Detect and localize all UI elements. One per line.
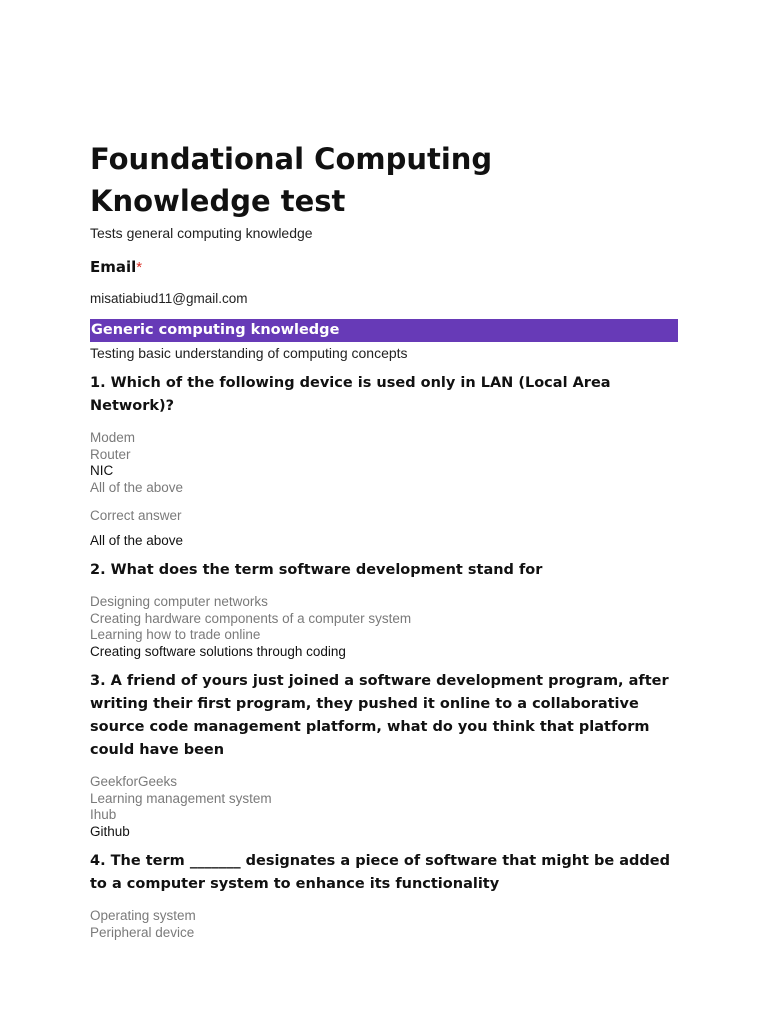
question-3-title: [90, 670, 678, 762]
question-2-options: [90, 594, 678, 660]
question-3-line-2: writing their first program, they pushed it online to a collaborative: [90, 696, 639, 712]
question-1-title: [90, 372, 678, 418]
option-trade-online: Learning how to trade online: [90, 627, 261, 642]
option-github-selected: Github: [90, 823, 130, 839]
question-4-line-2: to a computer system to enhance its functionality: [90, 876, 500, 892]
form-title-line-1: Foundational Computing: [90, 142, 493, 176]
question-3-line-4: could have been: [90, 742, 225, 758]
email-value: misatiabiud11@gmail.com: [90, 291, 248, 306]
option-nic-selected: NIC: [90, 463, 114, 478]
option-operating-system: Operating system: [90, 908, 196, 923]
correct-answer-value: All of the above: [90, 533, 184, 548]
form-page: [90, 138, 678, 941]
option-software-solutions-selected: Creating software solutions through coding: [90, 643, 346, 659]
option-geekforgeeks: GeekforGeeks: [90, 774, 178, 789]
question-4-line-1: 4. The term _______ designates a piece of software that might be added: [90, 853, 671, 869]
option-all-of-the-above: All of the above: [90, 479, 184, 495]
correct-answer-label: Correct answer: [90, 508, 182, 523]
form-title: [90, 138, 678, 222]
question-3-line-3: source code management platform, what do you think that platform: [90, 719, 650, 735]
option-ihub: Ihub: [90, 807, 117, 822]
question-2-line-1: 2. What does the term software development stand for: [90, 562, 543, 578]
option-router: Router: [90, 446, 131, 462]
question-4-title: [90, 850, 678, 896]
section-header: Generic computing knowledge: [90, 319, 678, 342]
required-asterisk: *: [136, 259, 143, 276]
question-4-options: [90, 908, 678, 941]
form-description: Tests general computing knowledge: [90, 225, 313, 241]
question-1-line-2: Network)?: [90, 398, 175, 414]
option-modem: Modem: [90, 430, 136, 445]
option-lms: Learning management system: [90, 790, 272, 806]
form-title-line-2: Knowledge test: [90, 184, 346, 218]
question-1-line-1: 1. Which of the following device is used only in LAN (Local Area: [90, 375, 611, 391]
question-3-line-1: 3. A friend of yours just joined a software development program, after: [90, 673, 669, 689]
section-description: Testing basic understanding of computing concepts: [90, 345, 408, 361]
option-peripheral-device: Peripheral device: [90, 924, 195, 940]
question-3-options: [90, 774, 678, 840]
option-designing-networks: Designing computer networks: [90, 594, 268, 609]
option-creating-hardware: Creating hardware components of a computer system: [90, 610, 412, 626]
email-label-text: Email: [90, 258, 137, 276]
question-1-options: [90, 430, 678, 496]
email-label: [90, 257, 678, 278]
question-2-title: [90, 559, 678, 582]
